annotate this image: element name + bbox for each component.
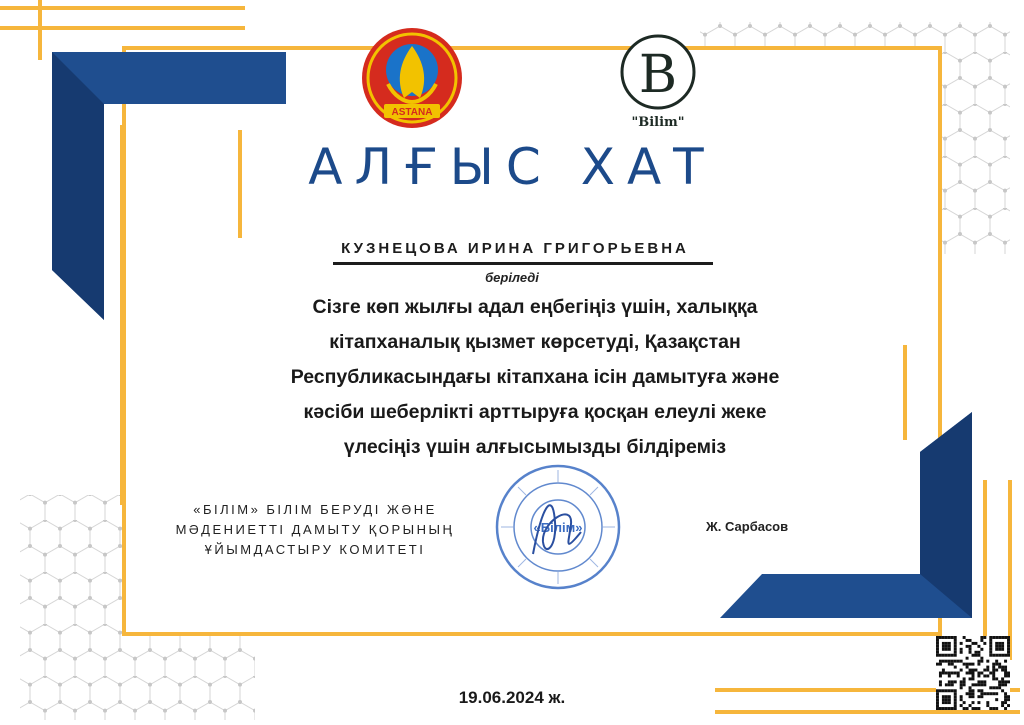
- org-line: МӘДЕНИЕТТІ ДАМЫТУ ҚОРЫНЫҢ: [175, 522, 455, 537]
- body-line: кітапханалық қызмет көрсетуді, Қазақстан: [329, 331, 741, 353]
- bilim-logo-icon: [613, 32, 703, 132]
- organization-block: [140, 500, 490, 560]
- signer-name: Ж. Сарбасов: [706, 519, 789, 534]
- seal-center-label: «Білім»: [533, 520, 583, 535]
- org-line: «БІЛІМ» БІЛІМ БЕРУДІ ЖӘНЕ: [193, 502, 437, 517]
- certificate-title: АЛҒЫС ХАТ: [308, 138, 716, 196]
- body-line: Республикасындағы кітапхана ісін дамытуға және: [290, 366, 780, 388]
- stamp-seal-icon: [493, 462, 623, 592]
- bilim-letter: B: [638, 45, 678, 105]
- body-line: кәсіби шеберлікті арттыруға қосқан елеулі жеке: [303, 401, 767, 423]
- astana-emblem-icon: [360, 26, 464, 130]
- org-line: ҰЙЫМДАСТЫРУ КОМИТЕТІ: [204, 542, 426, 557]
- recipient-underline: [333, 262, 713, 265]
- issue-date: 19.06.2024 ж.: [458, 688, 566, 707]
- astana-label: ASTANA: [391, 107, 433, 118]
- certificate-body: [255, 290, 815, 465]
- given-label: беріледі: [485, 270, 539, 285]
- body-line: үлесіңіз үшін алғысымызды білдіреміз: [343, 436, 727, 458]
- qr-code-icon: [936, 636, 1010, 710]
- bilim-caption: "Bilim": [631, 115, 685, 130]
- recipient-name: КУЗНЕЦОВА ИРИНА ГРИГОРЬЕВНА: [341, 240, 689, 257]
- body-line: Сізге көп жылғы адал еңбегіңіз үшін, халыққа: [312, 296, 758, 318]
